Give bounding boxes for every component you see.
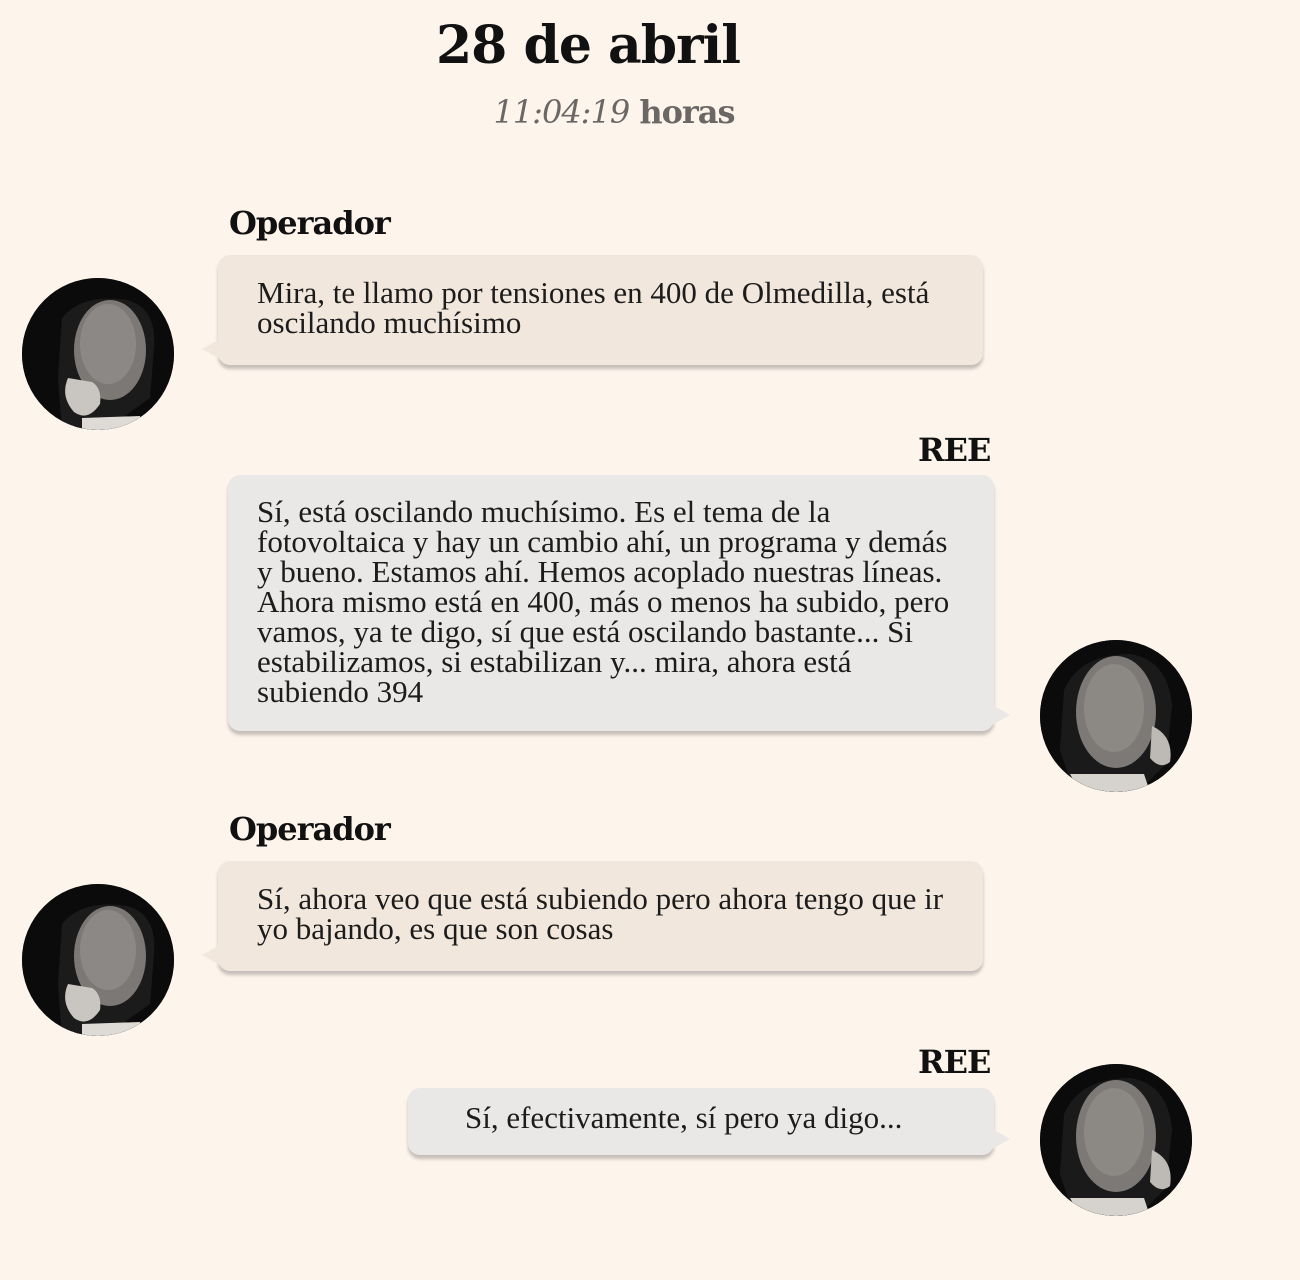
operator-avatar-icon [22,884,174,1036]
bubble-tail [202,339,220,359]
bubble-tail [992,1129,1010,1149]
speaker-label-operador: Operador [229,810,390,848]
speaker-label-ree: REE [918,1043,991,1081]
message-text: Mira, te llamo por tensiones en 400 de Olmedilla, está oscilando muchísimo [257,275,930,340]
operator-avatar-icon [22,278,174,430]
message-bubble-operador [218,255,983,365]
message-bubble-operador [218,861,983,971]
message-text: Sí, está oscilando muchísimo. Es el tema de la fotovoltaica y hay un cambio ahí, un programa y demás y bueno. Estamos ahí. Hemos acoplado nuestras líneas. Ahora mismo está en 400, más o menos ha subido, pero vamos, ya te digo, sí que está oscilando bastante... Si estabilizamos, si estabilizan y... mira, ahora está subiendo 394 [257,494,950,709]
ree-avatar-icon [1040,1064,1192,1216]
message-bubble-ree [408,1088,994,1155]
date-heading: 28 de abril [436,15,740,76]
message-bubble-ree [228,475,994,731]
speaker-label-operador: Operador [229,204,390,242]
time-label [0,92,1228,132]
bubble-tail [202,945,220,965]
ree-avatar-icon [1040,640,1192,792]
speaker-label-ree: REE [918,431,991,469]
message-text: Sí, efectivamente, sí pero ya digo... [465,1100,903,1135]
bubble-tail [992,705,1010,725]
message-text: Sí, ahora veo que está subiendo pero ahora tengo que ir yo bajando, es que son cosas [257,881,944,946]
time-unit: horas [639,93,735,131]
time-value: 11:04:19 [493,93,630,131]
